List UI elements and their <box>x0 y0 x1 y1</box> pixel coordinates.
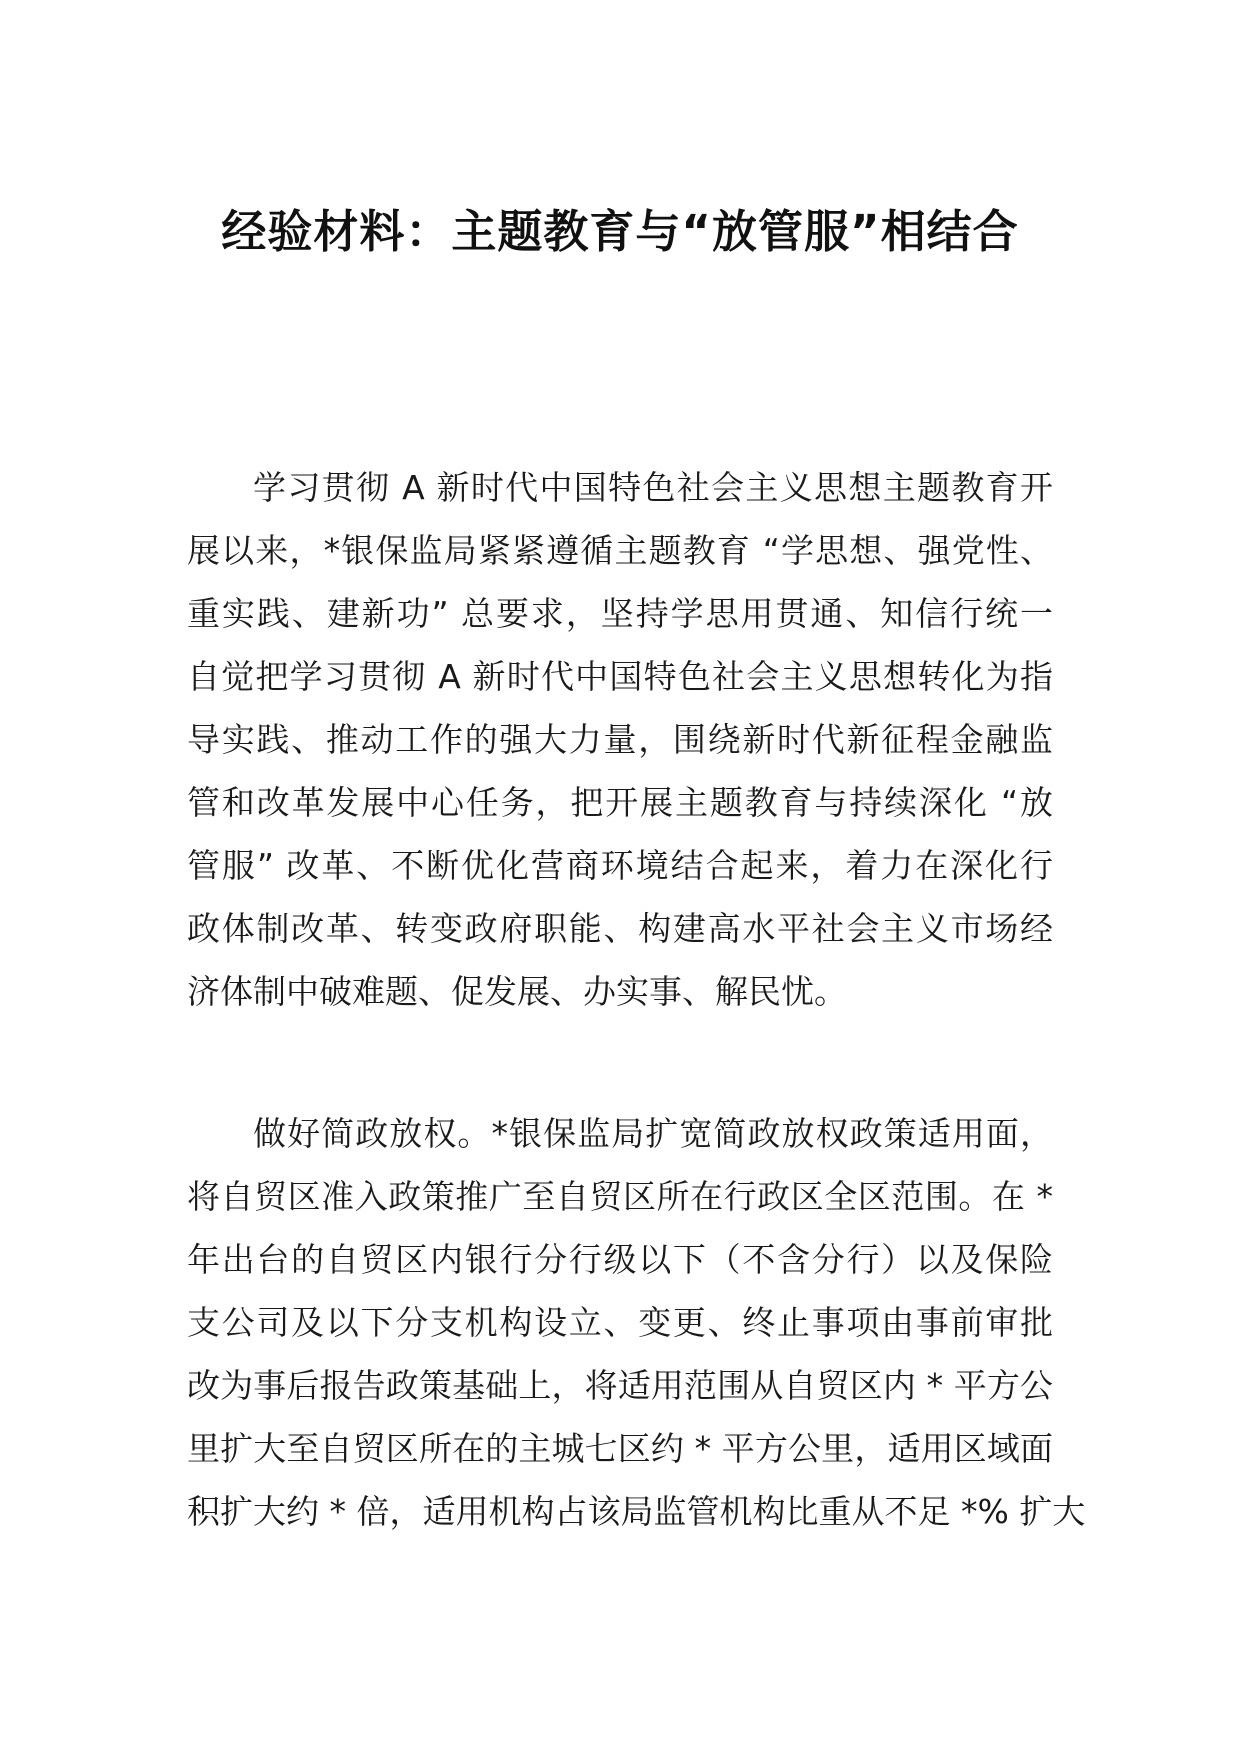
text-line: 重实践、建新功” 总要求，坚持学思用贯通、知信行统一 <box>187 594 1053 633</box>
text-line: 年出台的自贸区内银行分行级以下（不含分行）以及保险 <box>187 1240 1053 1279</box>
text-line: 政体制改革、转变政府职能、构建高水平社会主义市场经 <box>187 909 1053 948</box>
text-line: 改为事后报告政策基础上，将适用范围从自贸区内 * 平方公 <box>187 1366 1053 1405</box>
text-line: 管和改革发展中心任务，把开展主题教育与持续深化 “放 <box>187 783 1053 822</box>
paragraph-intro <box>187 456 1053 1023</box>
text-line: 积扩大约 * 倍，适用机构占该局监管机构比重从不足 *% 扩大 <box>187 1492 1086 1531</box>
document-title: 经验材料：主题教育与“放管服”相结合 <box>221 205 1019 258</box>
text-line: 济体制中破难题、促发展、办实事、解民忧。 <box>187 972 847 1011</box>
paragraph-simplify-administration <box>187 1102 1086 1543</box>
text-line: 管服” 改革、不断优化营商环境结合起来，着力在深化行 <box>187 846 1053 885</box>
text-line: 支公司及以下分支机构设立、变更、终止事项由事前审批 <box>187 1303 1053 1342</box>
text-line: 学习贯彻 A 新时代中国特色社会主义思想主题教育开 <box>253 468 1053 507</box>
text-line: 里扩大至自贸区所在的主城七区约 * 平方公里，适用区域面 <box>187 1429 1053 1468</box>
text-line: 展以来，*银保监局紧紧遵循主题教育 “学思想、强党性、 <box>187 531 1053 570</box>
text-line: 做好简政放权。*银保监局扩宽简政放权政策适用面， <box>253 1114 1053 1153</box>
text-line: 将自贸区准入政策推广至自贸区所在行政区全区范围。在 * <box>187 1177 1053 1216</box>
text-line: 自觉把学习贯彻 A 新时代中国特色社会主义思想转化为指 <box>187 657 1053 696</box>
text-line: 导实践、推动工作的强大力量，围绕新时代新征程金融监 <box>187 720 1053 759</box>
